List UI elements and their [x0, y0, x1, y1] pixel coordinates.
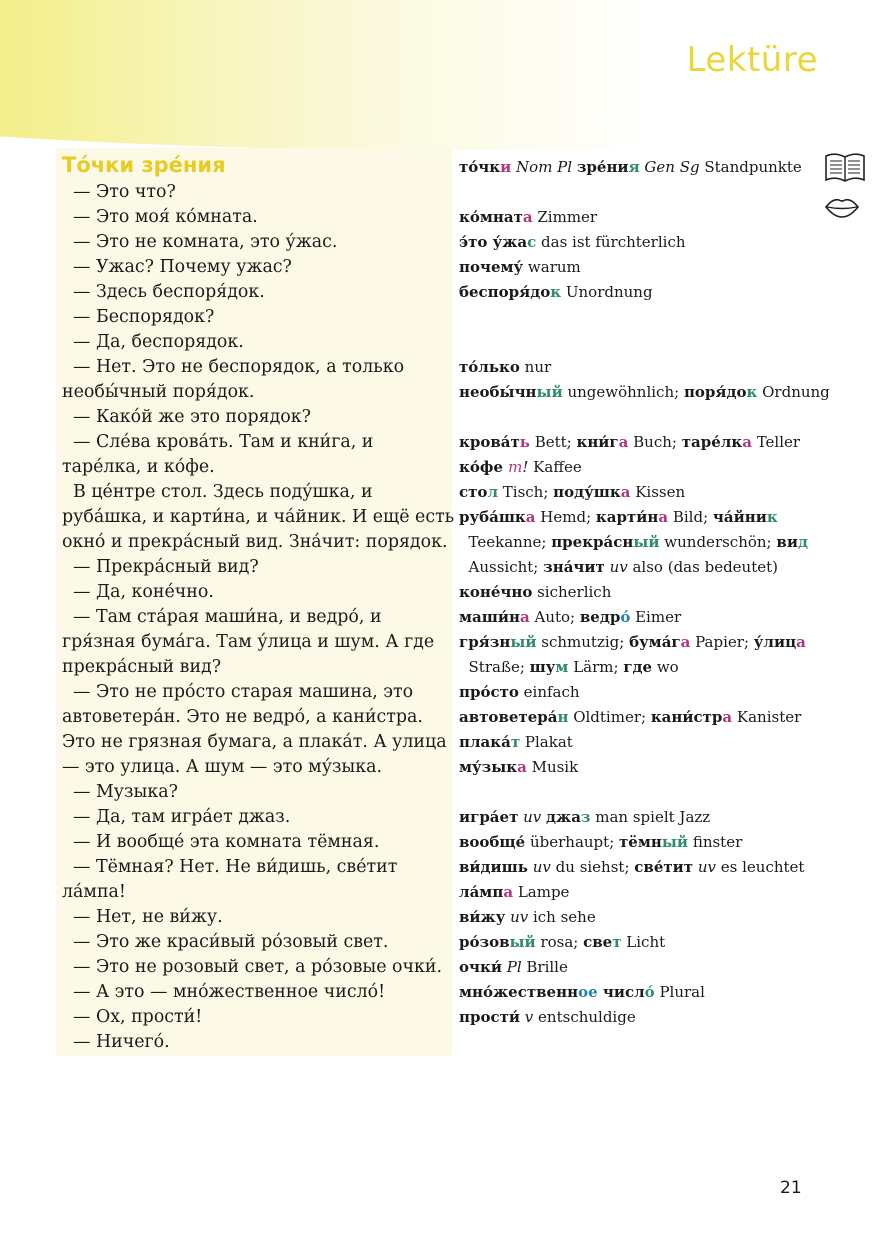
glossary-part: Kissen: [630, 483, 686, 501]
glossary-part: све́тит: [634, 858, 694, 876]
glossary-part: sicherlich: [532, 583, 612, 601]
glossary-part: а: [517, 758, 527, 776]
glossary-part: и: [500, 158, 512, 176]
glossary-part: einfach: [518, 683, 580, 701]
glossary-entry: [459, 605, 681, 630]
glossary-part: автоветера́: [459, 708, 558, 726]
story-line: — Прекра́сный вид?: [62, 557, 259, 577]
glossary-part: ь: [519, 433, 530, 451]
story-line: — Ох, прости́!: [62, 1007, 203, 1027]
glossary-part: Papier;: [690, 633, 754, 651]
glossary-entry: [459, 355, 551, 380]
glossary-part: ый: [633, 533, 660, 551]
story-line: В це́нтре стол. Здесь поду́шка, и: [62, 482, 373, 502]
glossary-entry: [459, 955, 568, 980]
glossary-part: Buch;: [628, 433, 682, 451]
story-line: таре́лка, и ко́фе.: [62, 457, 215, 477]
story-line: — Это моя́ ко́мната.: [62, 207, 258, 227]
glossary-part: Oldtimer;: [568, 708, 651, 726]
story-line: — Како́й же это порядок?: [62, 407, 311, 427]
glossary-part: Lampe: [513, 883, 570, 901]
glossary-part: Pl: [501, 958, 522, 976]
glossary-part: плака́: [459, 733, 511, 751]
lips-icon: [824, 196, 860, 218]
glossary-part: числ: [597, 983, 645, 1001]
glossary-entry: [459, 205, 597, 230]
glossary-part: Bild;: [668, 508, 713, 526]
glossary-part: schmutzig;: [536, 633, 630, 651]
glossary-part: ро́зов: [459, 933, 510, 951]
story-line: — Там ста́рая маши́на, и ведро́, и: [62, 607, 382, 627]
glossary-part: у́лиц: [753, 633, 797, 651]
glossary-entry: [459, 255, 581, 280]
story-line: необы́чный поря́док.: [62, 382, 255, 402]
glossary-part: das ist fürchterlich: [536, 233, 686, 251]
glossary-part: uv: [604, 558, 628, 576]
glossary-part: ведр: [579, 608, 621, 626]
glossary-part: а: [503, 883, 514, 901]
glossary-entry: [459, 230, 686, 255]
glossary-part: кни́г: [576, 433, 619, 451]
story-line: — Нет, не ви́жу.: [62, 907, 223, 927]
glossary-part: ый: [536, 383, 563, 401]
glossary-part: Kaffee: [528, 458, 582, 476]
glossary-part: а: [680, 633, 691, 651]
glossary-part: гря́зн: [459, 633, 511, 651]
glossary-part: Auto;: [529, 608, 580, 626]
glossary-entry: [459, 880, 569, 905]
glossary-part: све: [583, 933, 613, 951]
glossary-part: про́сто: [459, 683, 519, 701]
glossary-part: сто: [459, 483, 488, 501]
glossary-part: Lärm;: [568, 658, 624, 676]
glossary-part: Bett;: [529, 433, 577, 451]
story-line: руба́шка, и карти́на, и ча́йник. И ещё есть: [62, 507, 455, 527]
glossary-part: m: [508, 458, 523, 476]
story-line: — Здесь беспоря́док.: [62, 282, 265, 302]
glossary-part: wo: [652, 658, 679, 676]
story-line: окно́ и прекра́сный вид. Зна́чит: порядок.: [62, 532, 448, 552]
glossary-part: Unordnung: [561, 283, 653, 301]
glossary-part: also (das bedeutet): [627, 558, 778, 576]
glossary-part: Tisch;: [498, 483, 554, 501]
glossary-part: а: [722, 708, 733, 726]
glossary-part: Straße;: [459, 658, 530, 676]
glossary-part: а: [742, 433, 752, 451]
glossary-entry: [459, 505, 778, 530]
glossary-part: а: [519, 608, 530, 626]
glossary-part: а: [796, 633, 806, 651]
story-line: автоветера́н. Это не ведро́, а кани́стра.: [62, 707, 423, 727]
glossary-part: Gen Sg: [639, 158, 700, 176]
story-line: — Да, беспорядок.: [62, 332, 244, 352]
glossary-part: кани́стр: [650, 708, 723, 726]
glossary-part: Eimer: [630, 608, 682, 626]
glossary-entry: [459, 280, 653, 305]
glossary-part: entschuldige: [533, 1008, 636, 1026]
glossary-part: зна́чит: [543, 558, 605, 576]
glossary-entry: [459, 455, 582, 480]
glossary-part: ый: [661, 833, 689, 851]
glossary-part: о́: [644, 983, 655, 1001]
glossary-entry: [459, 730, 573, 755]
glossary-entry: [459, 755, 578, 780]
glossary-part: таре́лк: [681, 433, 743, 451]
glossary-part: Teekanne;: [459, 533, 552, 551]
glossary-part: Plakat: [520, 733, 573, 751]
glossary-part: Hemd;: [535, 508, 596, 526]
glossary-part: warum: [523, 258, 581, 276]
glossary-entry: [459, 680, 580, 705]
glossary-part: а: [522, 208, 533, 226]
glossary-part: finster: [688, 833, 743, 851]
glossary-entry: [459, 705, 801, 730]
story-line: — Ничего́.: [62, 1032, 170, 1052]
glossary-part: du siehst;: [550, 858, 635, 876]
story-line: — Тёмная? Нет. Не ви́дишь, све́тит: [62, 857, 398, 877]
glossary-entry: [459, 555, 778, 580]
glossary-part: man spielt Jazz: [590, 808, 711, 826]
glossary-part: ungewöhnlich;: [562, 383, 684, 401]
glossary-part: Nom Pl: [511, 158, 577, 176]
glossary-part: ви́жу: [459, 908, 506, 926]
glossary-entry: [459, 380, 830, 405]
glossary-part: маши́н: [459, 608, 520, 626]
glossary-part: а: [525, 508, 536, 526]
story-line: Это не грязная бумага, а плака́т. А улица: [62, 732, 447, 752]
story-line: — это улица. А шум — это му́зыка.: [62, 757, 383, 777]
glossary-entry: [459, 530, 808, 555]
story-line: — Это не комната, это у́жас.: [62, 232, 338, 252]
glossary-part: прекра́сн: [551, 533, 634, 551]
story-line: гря́зная бума́га. Там у́лица и шум. А где: [62, 632, 435, 652]
glossary-part: бума́г: [629, 633, 681, 651]
glossary-part: Standpunkte: [699, 158, 802, 176]
glossary-entry: [459, 580, 611, 605]
glossary-entry: [459, 805, 710, 830]
glossary-part: о́: [620, 608, 631, 626]
glossary-entry: [459, 630, 806, 655]
glossary-part: ое: [578, 983, 598, 1001]
glossary-part: руба́шк: [459, 508, 526, 526]
glossary-part: ко́мнат: [459, 208, 523, 226]
glossary-entry: [459, 980, 705, 1005]
glossary-part: прости́: [459, 1008, 521, 1026]
glossary-part: к: [550, 283, 562, 301]
story-line: — Это не розовый свет, а ро́зовые очки́.: [62, 957, 442, 977]
glossary-part: джа: [546, 808, 581, 826]
glossary-part: тёмн: [619, 833, 662, 851]
story-line: — Да, коне́чно.: [62, 582, 214, 602]
glossary-entry: [459, 155, 802, 180]
glossary-part: uv: [518, 808, 547, 826]
page-number: 21: [780, 1178, 802, 1198]
story-line: — И вообще́ эта комната тёмная.: [62, 832, 380, 852]
glossary-part: а: [618, 433, 629, 451]
glossary-part: беспоря́до: [459, 283, 551, 301]
glossary-entry: [459, 655, 679, 680]
story-line: ла́мпа!: [62, 882, 126, 902]
glossary-part: Plural: [654, 983, 705, 1001]
glossary-part: rosa;: [535, 933, 584, 951]
glossary-part: карти́н: [595, 508, 659, 526]
glossary-part: v: [520, 1008, 534, 1026]
section-title: Lektüre: [686, 40, 818, 80]
glossary-part: а: [658, 508, 669, 526]
open-book-icon: [824, 151, 866, 185]
glossary-entry: [459, 430, 800, 455]
glossary-part: вообще́: [459, 833, 526, 851]
story-line: — Ужас? Почему ужас?: [62, 257, 292, 277]
glossary-part: л: [487, 483, 499, 501]
glossary-part: ый: [510, 633, 537, 651]
glossary-entry: [459, 905, 596, 930]
glossary-part: Teller: [751, 433, 801, 451]
glossary-part: к: [746, 383, 758, 401]
glossary-part: uv: [693, 858, 717, 876]
glossary-part: мно́жественн: [459, 983, 579, 1001]
glossary-part: ви́дишь: [459, 858, 528, 876]
glossary-part: д: [797, 533, 808, 551]
glossary-part: ко́фе: [459, 458, 509, 476]
story-line: — Беспорядок?: [62, 307, 215, 327]
glossary-part: überhaupt;: [525, 833, 620, 851]
glossary-part: то́лько: [459, 358, 520, 376]
glossary-entry: [459, 930, 665, 955]
story-line: — Нет. Это не беспорядок, а только: [62, 357, 405, 377]
glossary-part: коне́чно: [459, 583, 533, 601]
story-line: — Сле́ва крова́ть. Там и кни́га, и: [62, 432, 374, 452]
glossary-part: Ordnung: [757, 383, 830, 401]
glossary-part: wunderschön;: [659, 533, 777, 551]
glossary-part: з: [580, 808, 591, 826]
glossary-part: поря́до: [683, 383, 747, 401]
glossary-part: т: [612, 933, 622, 951]
glossary-entry: [459, 830, 742, 855]
glossary-part: !: [522, 458, 529, 476]
story-line: — Это что?: [62, 182, 176, 202]
story-title: То́чки зре́ния: [62, 153, 226, 177]
glossary-part: ча́йни: [712, 508, 767, 526]
story-line: прекра́сный вид?: [62, 657, 222, 677]
glossary-part: Aussicht;: [459, 558, 544, 576]
story-line: — Это же краси́вый ро́зовый свет.: [62, 932, 389, 952]
glossary-part: uv: [527, 858, 551, 876]
glossary-part: es leuchtet: [716, 858, 805, 876]
story-line: — Музыка?: [62, 782, 178, 802]
glossary-part: ich sehe: [528, 908, 596, 926]
glossary-part: Kanister: [732, 708, 802, 726]
glossary-part: Brille: [521, 958, 568, 976]
glossary-part: крова́т: [459, 433, 520, 451]
glossary-part: а: [620, 483, 631, 501]
glossary-entry: [459, 855, 804, 880]
glossary-part: Licht: [621, 933, 666, 951]
story-line: — А это — мно́жественное число́!: [62, 982, 386, 1002]
glossary-part: м: [555, 658, 569, 676]
glossary-part: игра́ет: [459, 808, 519, 826]
glossary-part: му́зык: [459, 758, 518, 776]
glossary-part: ви: [776, 533, 798, 551]
glossary-part: Musik: [526, 758, 579, 776]
glossary-part: я: [628, 158, 640, 176]
glossary-part: то́чк: [459, 158, 501, 176]
glossary-part: почему́: [459, 258, 524, 276]
glossary-part: uv: [505, 908, 529, 926]
glossary-part: зре́ни: [576, 158, 629, 176]
glossary-part: где: [623, 658, 653, 676]
story-line: — Да, там игра́ет джаз.: [62, 807, 291, 827]
story-line: — Это не про́сто старая машина, это: [62, 682, 414, 702]
glossary-part: к: [766, 508, 778, 526]
glossary-part: поду́шк: [553, 483, 621, 501]
glossary-part: н: [557, 708, 569, 726]
glossary-part: ый: [509, 933, 536, 951]
glossary-entry: [459, 1005, 636, 1030]
glossary-part: э́то у́жа: [459, 233, 528, 251]
glossary-entry: [459, 480, 685, 505]
glossary-part: ла́мп: [459, 883, 504, 901]
glossary-part: необы́чн: [459, 383, 537, 401]
glossary-part: Zimmer: [532, 208, 598, 226]
glossary-part: с: [527, 233, 537, 251]
glossary-part: шу: [529, 658, 556, 676]
glossary-part: очки́: [459, 958, 502, 976]
glossary-part: nur: [519, 358, 552, 376]
glossary-part: т: [510, 733, 521, 751]
